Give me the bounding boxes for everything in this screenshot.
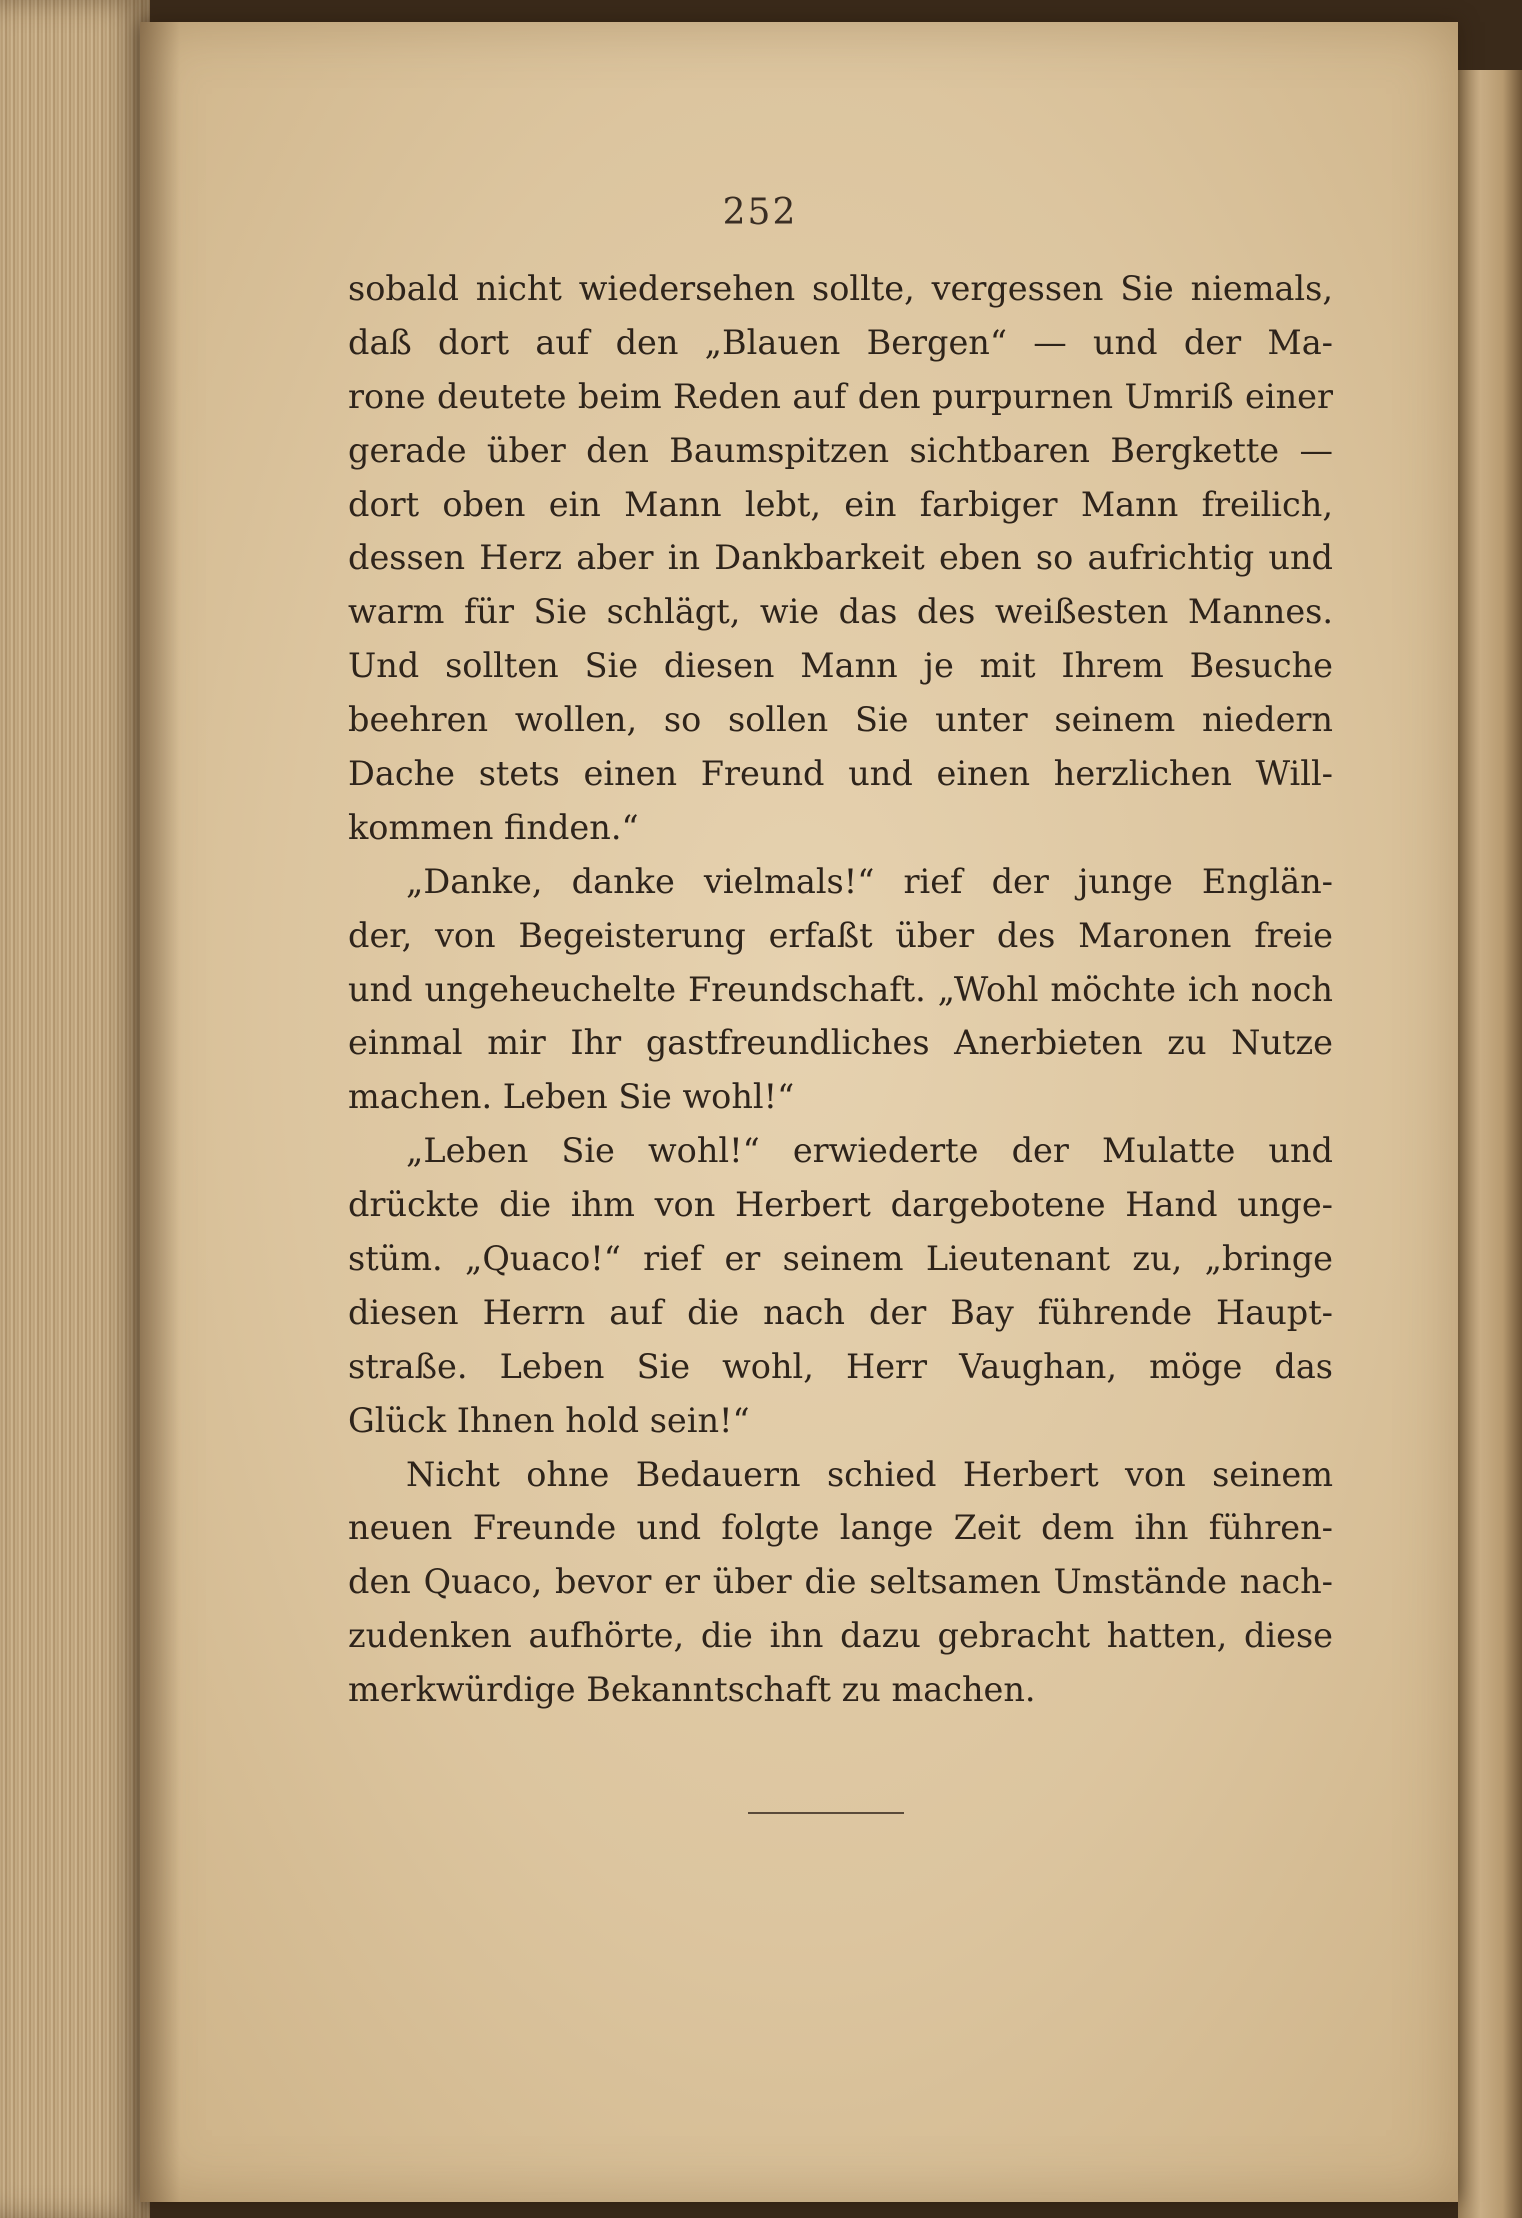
gutter-shadow	[140, 22, 180, 2202]
text-line: „Leben Sie wohl!“ erwiederte der Mulatte und	[406, 1131, 1333, 1171]
text-line: kommen finden.“	[348, 807, 639, 847]
text-line: Dache stets einen Freund und einen herzlichen Will-	[348, 754, 1333, 794]
text-line: neuen Freunde und folgte lange Zeit dem ihn führen-	[348, 1508, 1333, 1548]
text-line: sobald nicht wiedersehen sollte, vergessen Sie niemals,	[348, 269, 1333, 308]
text-line: dort oben ein Mann lebt, ein farbiger Mann freilich,	[348, 484, 1333, 524]
text-line: Nicht ohne Bedauern schied Herbert von seinem	[406, 1454, 1333, 1494]
text-line: diesen Herrn auf die nach der Bay führende Haupt-	[348, 1292, 1333, 1332]
page-block-edges	[0, 0, 150, 2218]
text-line: gerade über den Baumspitzen sichtbaren Bergkette —	[348, 430, 1333, 470]
text-line: straße. Leben Sie wohl, Herr Vaughan, möge das	[348, 1346, 1333, 1386]
text-line: stüm. „Quaco!“ rief er seinem Lieutenant zu, „bringe	[348, 1239, 1333, 1279]
next-page-edge	[1458, 70, 1522, 2218]
text-line: rone deutete beim Reden auf den purpurnen Umriß einer	[348, 376, 1333, 416]
text-line: daß dort auf den „Blauen Bergen“ — und der Ma-	[348, 322, 1333, 362]
text-line: machen. Leben Sie wohl!“	[348, 1077, 795, 1117]
text-line: drückte die ihm von Herbert dargebotene Hand unge-	[348, 1185, 1333, 1225]
section-end-rule	[748, 1812, 904, 1814]
text-line: der, von Begeisterung erfaßt über des Maronen freie	[348, 915, 1333, 955]
text-line: und ungeheuchelte Freundschaft. „Wohl möchte ich noch	[348, 969, 1333, 1009]
text-line: dessen Herz aber in Dankbarkeit eben so aufrichtig und	[348, 538, 1333, 578]
page-number: 252	[722, 192, 798, 233]
body-text	[348, 262, 1333, 1717]
text-line: „Danke, danke vielmals!“ rief der junge Englän-	[406, 861, 1333, 901]
text-line: Und sollten Sie diesen Mann je mit Ihrem Besuche	[348, 646, 1333, 686]
text-line: den Quaco, bevor er über die seltsamen Umstände nach-	[348, 1562, 1333, 1602]
text-line: einmal mir Ihr gastfreundliches Anerbieten zu Nutze	[348, 1023, 1333, 1063]
text-line: Glück Ihnen hold sein!“	[348, 1400, 750, 1440]
text-line: zudenken aufhörte, die ihn dazu gebracht hatten, diese	[348, 1616, 1333, 1656]
text-line: warm für Sie schlägt, wie das des weißesten Mannes.	[348, 592, 1333, 632]
text-line: merkwürdige Bekanntschaft zu machen.	[348, 1670, 1036, 1710]
text-line: beehren wollen, so sollen Sie unter seinem niedern	[348, 700, 1333, 740]
